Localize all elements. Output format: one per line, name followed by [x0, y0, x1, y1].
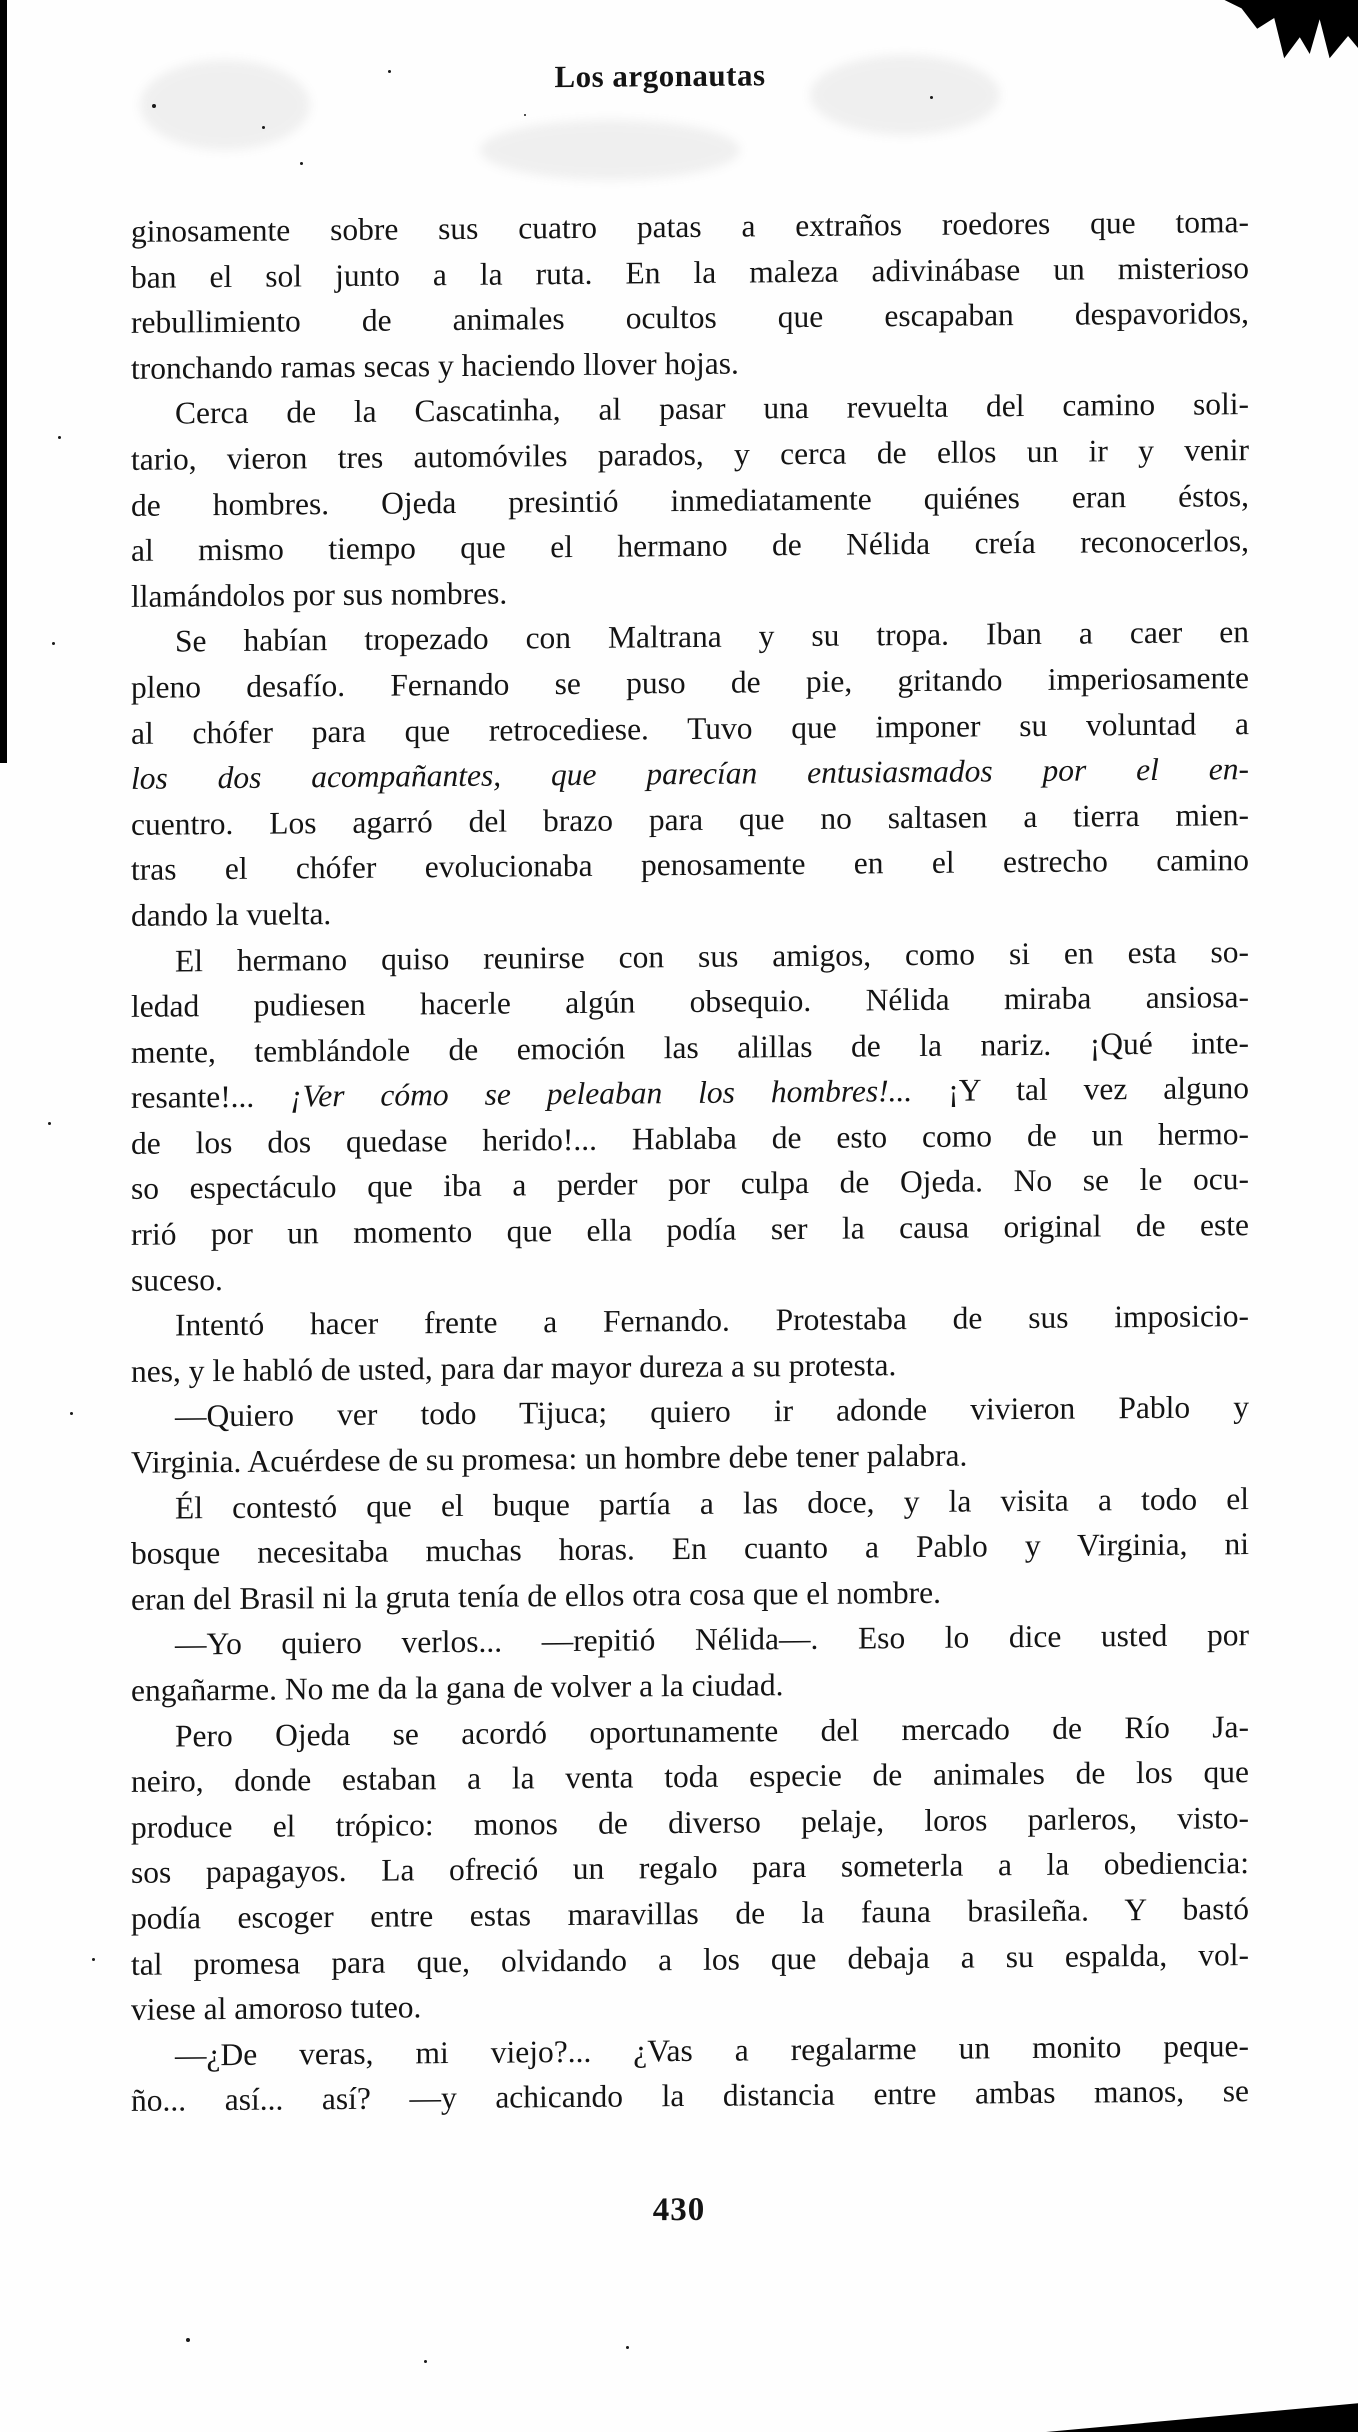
italic-text-run: ¡Ver cómo se peleaban los hombres!... [290, 1073, 913, 1114]
text-line [131, 837, 1249, 892]
text-run: suceso. [131, 1261, 223, 1298]
text-run: sos papagayos. La ofreció un regalo para someterla a la obediencia: [131, 1845, 1249, 1891]
text-run: llamándolos por sus nombres. [131, 575, 508, 614]
text-run: ¡Y tal vez alguno [912, 1070, 1250, 1109]
text-run: —Quiero ver todo Tijuca; quiero ir adonde vivieron Pablo y [175, 1389, 1249, 1434]
text-run: resante!... [131, 1078, 291, 1116]
text-run: al chófer para que retrocediese. Tuvo que imponer su voluntad a [131, 705, 1249, 751]
text-run: ño... así... así? —y achicando la distancia entre ambas manos, se [131, 2073, 1249, 2119]
text-run: —Yo quiero verlos... —repitió Nélida—. Eso lo dice usted por [175, 1617, 1249, 1662]
text-run: neiro, donde estaban a la venta toda especie de animales de los que [131, 1754, 1249, 1800]
italic-text-run: los dos acompañantes, que parecían entusiasmados por el en- [131, 751, 1249, 796]
text-run: Intentó hacer frente a Fernando. Protestaba de sus imposicio- [175, 1298, 1249, 1343]
text-run: al mismo tiempo que el hermano de Nélida creía reconocerlos, [131, 523, 1249, 569]
text-run: ledad pudiesen hacerle algún obsequio. Nélida miraba ansiosa- [131, 979, 1249, 1024]
text-run: dando la vuelta. [131, 896, 332, 933]
text-run: bosque necesitaba muchas horas. En cuanto a Pablo y Virginia, ni [131, 1526, 1249, 1572]
text-run: Se habían tropezado con Maltrana y su tropa. Iban a caer en [175, 614, 1249, 659]
text-run: rebullimiento de animales ocultos que escapaban despavoridos, [131, 295, 1249, 341]
text-run: nes, y le habló de usted, para dar mayor dureza a su protesta. [131, 1347, 897, 1389]
text-run: cuentro. Los agarró del brazo para que no saltasen a tierra mien- [131, 796, 1249, 842]
text-run: so espectáculo que iba a perder por culpa de Ojeda. No se le ocu- [131, 1161, 1249, 1207]
text-run: produce el trópico: monos de diverso pelaje, loros parleros, visto- [131, 1799, 1249, 1845]
text-run: engañarme. No me da la gana de volver a la ciudad. [131, 1667, 784, 1708]
text-run: rrió por un momento que ella podía ser la causa original de este [131, 1207, 1249, 1252]
text-run: Virginia. Acuérdese de su promesa: un hombre debe tener palabra. [131, 1437, 968, 1480]
text-run: viese al amoroso tuteo. [131, 1989, 422, 2028]
text-run: de los dos quedase herido!... Hablaba de esto como de un hermo- [131, 1115, 1249, 1161]
text-run: pleno desafío. Fernando se puso de pie, gritando imperiosamente [131, 660, 1249, 705]
text-run: tronchando ramas secas y haciendo llover hojas. [131, 345, 739, 386]
text-run: El hermano quiso reunirse con sus amigos, como si en esta so- [175, 933, 1249, 978]
text-run: tario, vieron tres automóviles parados, y cerca de ellos un ir y venir [131, 432, 1249, 477]
text-run: ginosamente sobre sus cuatro patas a extraños roedores que toma- [131, 204, 1249, 249]
text-run: —¿De veras, mi viejo?... ¿Vas a regalarme un monito peque- [175, 2027, 1249, 2073]
text-run: ban el sol junto a la ruta. En la maleza adivinábase un misterioso [131, 249, 1249, 295]
text-run: tal promesa para que, olvidando a los que debaja a su espalda, vol- [131, 1936, 1249, 1982]
running-head-title: Los argonautas [554, 57, 766, 95]
text-run: Cerca de la Cascatinha, al pasar una revuelta del camino soli- [175, 386, 1249, 431]
text-line [131, 1521, 1249, 1576]
text-line [131, 1293, 1249, 1348]
text-run: de hombres. Ojeda presintió inmediatamente quiénes eran éstos, [131, 477, 1249, 523]
text-line [131, 1613, 1249, 1668]
text-run: podía escoger entre estas maravillas de la fauna brasileña. Y bastó [131, 1891, 1249, 1936]
text-line [131, 290, 1249, 345]
text-run: tras el chófer evolucionaba penosamente en el estrecho camino [131, 842, 1249, 888]
text-run: mente, temblándole de emoción las alillas de la nariz. ¡Qué inte- [131, 1024, 1249, 1070]
text-line [131, 518, 1249, 573]
text-run: Pero Ojeda se acordó oportunamente del mercado de Río Ja- [175, 1708, 1249, 1754]
body-text [131, 199, 1249, 2124]
text-line [131, 1385, 1249, 1440]
page-number: 430 [652, 2191, 706, 2229]
text-run: eran del Brasil ni la gruta tenía de ellos otra cosa que el nombre. [131, 1574, 941, 1617]
text-run: Él contestó que el buque partía a las doce, y la visita a todo el [175, 1480, 1249, 1526]
text-line [131, 2068, 1249, 2123]
text-line [131, 1202, 1249, 1257]
